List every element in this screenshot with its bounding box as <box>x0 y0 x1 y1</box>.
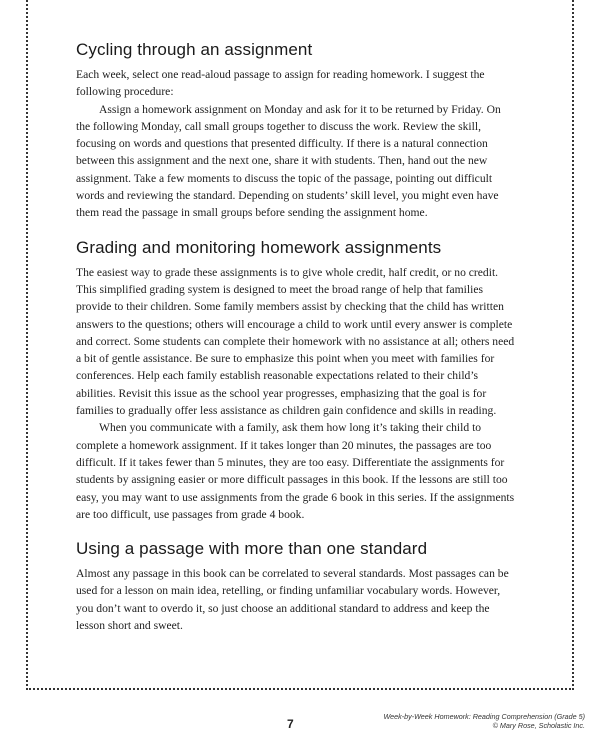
section-heading: Grading and monitoring homework assignments <box>76 237 442 257</box>
footer-credit <box>384 712 585 730</box>
copyright-line: © Mary Rose, Scholastic Inc. <box>492 721 585 730</box>
paragraph: Assign a homework assignment on Monday and ask for it to be returned by Friday. On the following Monday, call small groups together to discuss the work. Review the skill, focusing on words and questions that presented difficulty. If there is a natural connection between this assignment and the next one, share it with students. Then, hand out the new assignment. Take a few moments to discuss the topic of the passage, pointing out difficult words and reviewing the standard. Depending on students’ skill level, you might even have them read the passage in small groups before sending the assignment home. <box>76 102 501 220</box>
section-grading <box>76 238 516 523</box>
book-title: Week-by-Week Homework: Reading Comprehension (Grade 5) <box>383 712 585 721</box>
paragraph: Almost any passage in this book can be correlated to several standards. Most passages can be used for a lesson on main idea, retelling, or finding unfamiliar vocabulary words. However, you don’t want to overdo it, so just choose an additional standard to address and keep the lesson short and sweet. <box>76 567 509 633</box>
paragraph: Each week, select one read-aloud passage to assign for reading homework. I suggest the following procedure: <box>76 68 485 99</box>
paragraph: The easiest way to grade these assignments is to give whole credit, half credit, or no credit. This simplified grading system is designed to meet the broad range of help that families provide to their children. Some family members assist by checking that the child has written answers to the questions; others will encourage a child to work until every answer is complete and correct. Some students can complete their homework with no assistance at all; others need a bit of gentle assistance. Be sure to emphasize this point when you meet with families for conferences. Help each family establish reasonable expectations related to their child’s abilities. Revisit this issue as the school year progresses, emphasizing that the goal is for families to gradually offer less assistance as children gain confidence and skills in reading. <box>76 265 515 418</box>
page-number: 7 <box>287 717 294 731</box>
section-heading: Using a passage with more than one standard <box>76 539 428 559</box>
paragraph: When you communicate with a family, ask them how long it’s taking their child to complete a homework assignment. If it takes longer than 20 minutes, the passages are too difficult. If it takes fewer than 5 minutes, they are too easy. Differentiate the assignments for students by assigning easier or more difficult passages in this book. If the lessons are still too easy, you may want to use assignments from the grade 6 book in this series. If the assignments are too difficult, use passages from grade 4 book. <box>76 421 515 521</box>
page-body <box>76 40 516 650</box>
section-heading: Cycling through an assignment <box>76 40 313 59</box>
section-multiple-standards <box>76 539 516 634</box>
section-cycling <box>76 40 516 222</box>
